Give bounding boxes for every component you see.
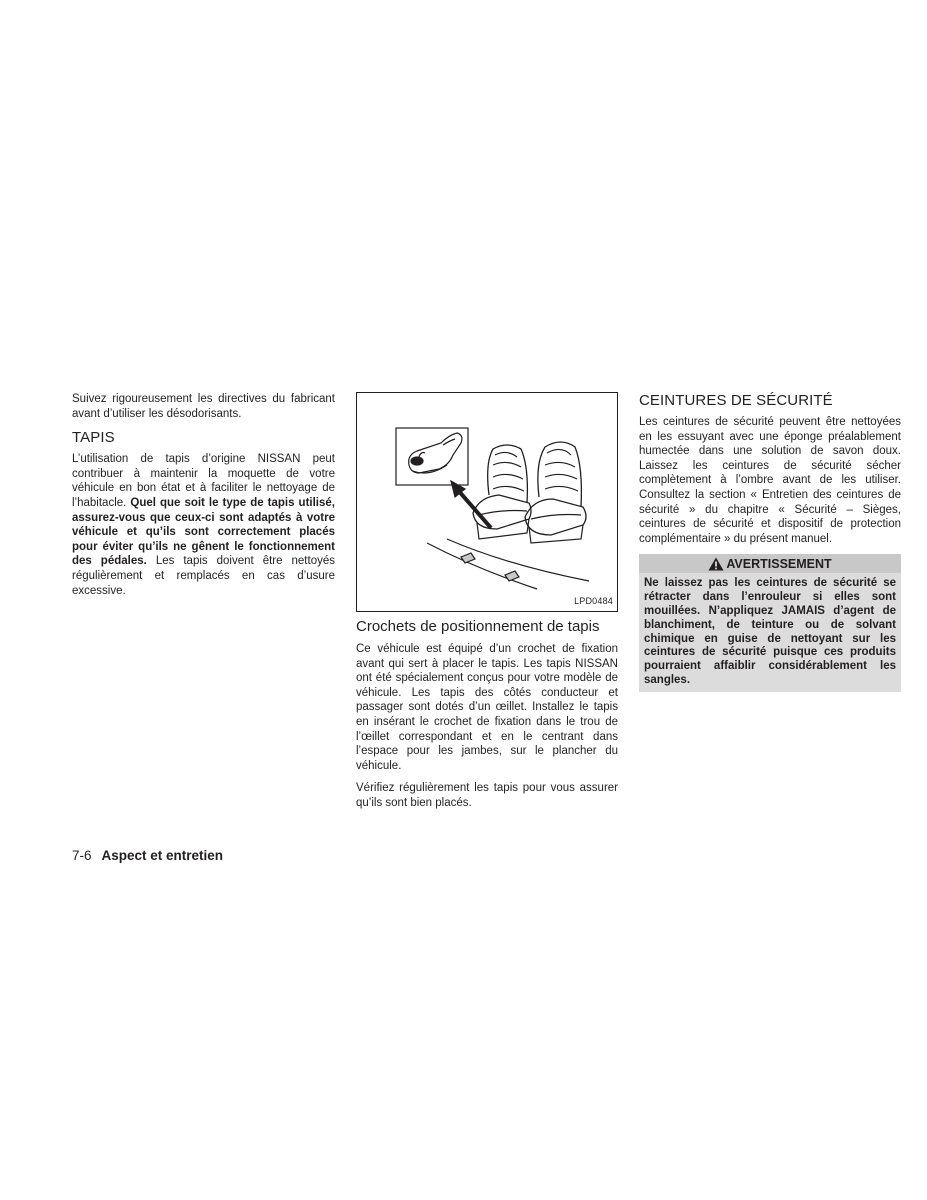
tapis-paragraph — [72, 452, 335, 598]
warning-triangle-icon — [708, 557, 724, 571]
warning-text: Ne laissez pas les ceintures de sécurité se rétracter dans l’enrouleur si elles sont mouillées. N’appliquez JAMAIS d’agent de blanchiment, de teinture ou de solvant chimique en guise de nettoyant sur les ceintures de sécurité puisque ces produits pourraient affaiblir considérablement les sangles. — [639, 573, 901, 691]
column-left — [72, 392, 335, 606]
figure-caption: Crochets de positionnement de tapis — [356, 618, 600, 635]
check-mats-paragraph: Vérifiez régulièrement les tapis pour vous assurer qu’ils sont bien placés. — [356, 782, 618, 809]
seats-illustration — [357, 393, 617, 611]
hooks-paragraph: Ce véhicule est équipé d’un crochet de fixation avant qui sert à placer le tapis. Les tapis NISSAN ont été spécialement conçus pour votre modèle de véhicule. Les tapis des côtés conducteur et passager sont dotés d’un œillet. Installez le tapis en insérant le crochet de fixation dans le trou de l’œillet correspondant et en le centrant dans l’espace pour les jambes, sur le plancher du véhicule. — [356, 643, 618, 772]
tapis-text-end: Les tapis doivent être nettoyés régulièrement et remplacés en cas d’usure excessive. — [72, 555, 335, 597]
figure-floor-mat-hooks — [356, 392, 618, 612]
heading-tapis: TAPIS — [72, 429, 115, 447]
tapis-text-start: L’utilisation de tapis d’origine NISSAN peut contribuer à maintenir la moquette de votre véhicule en bon état et à faciliter le nettoyage de l’habitacle. — [72, 453, 335, 509]
tapis-text-bold: Quel que soit le type de tapis utilisé, assurez-vous que ceux-ci sont adaptés à votre véhicule et qu’ils sont correctement placés pour éviter qu’ils ne gênent le fonctionnement des pédales. — [72, 496, 335, 568]
column-right — [639, 392, 901, 692]
column-middle — [356, 392, 618, 819]
deodorant-note: Suivez rigoureusement les directives du fabricant avant d’utiliser les désodorisants. — [72, 393, 335, 420]
page-footer — [72, 848, 223, 863]
warning-title: AVERTISSEMENT — [726, 556, 832, 571]
warning-header — [639, 554, 901, 573]
heading-seat-belts: CEINTURES DE SÉCURITÉ — [639, 392, 833, 409]
figure-label: LPD0484 — [574, 596, 613, 607]
section-title: Aspect et entretien — [101, 848, 224, 863]
page-number: 7-6 — [72, 848, 92, 863]
seat-belt-paragraph: Les ceintures de sécurité peuvent être nettoyées en les essuyant avec une éponge préalablement humectée dans une solution de savon doux. Laissez les ceintures de sécurité sécher complètement à l’ombre avant de les utiliser. Consultez la section « Entretien des ceintures de sécurité » du chapitre « Sécurité – Sièges, ceintures de sécurité et dispositif de protection complémentaire » du présent manuel. — [639, 416, 901, 545]
